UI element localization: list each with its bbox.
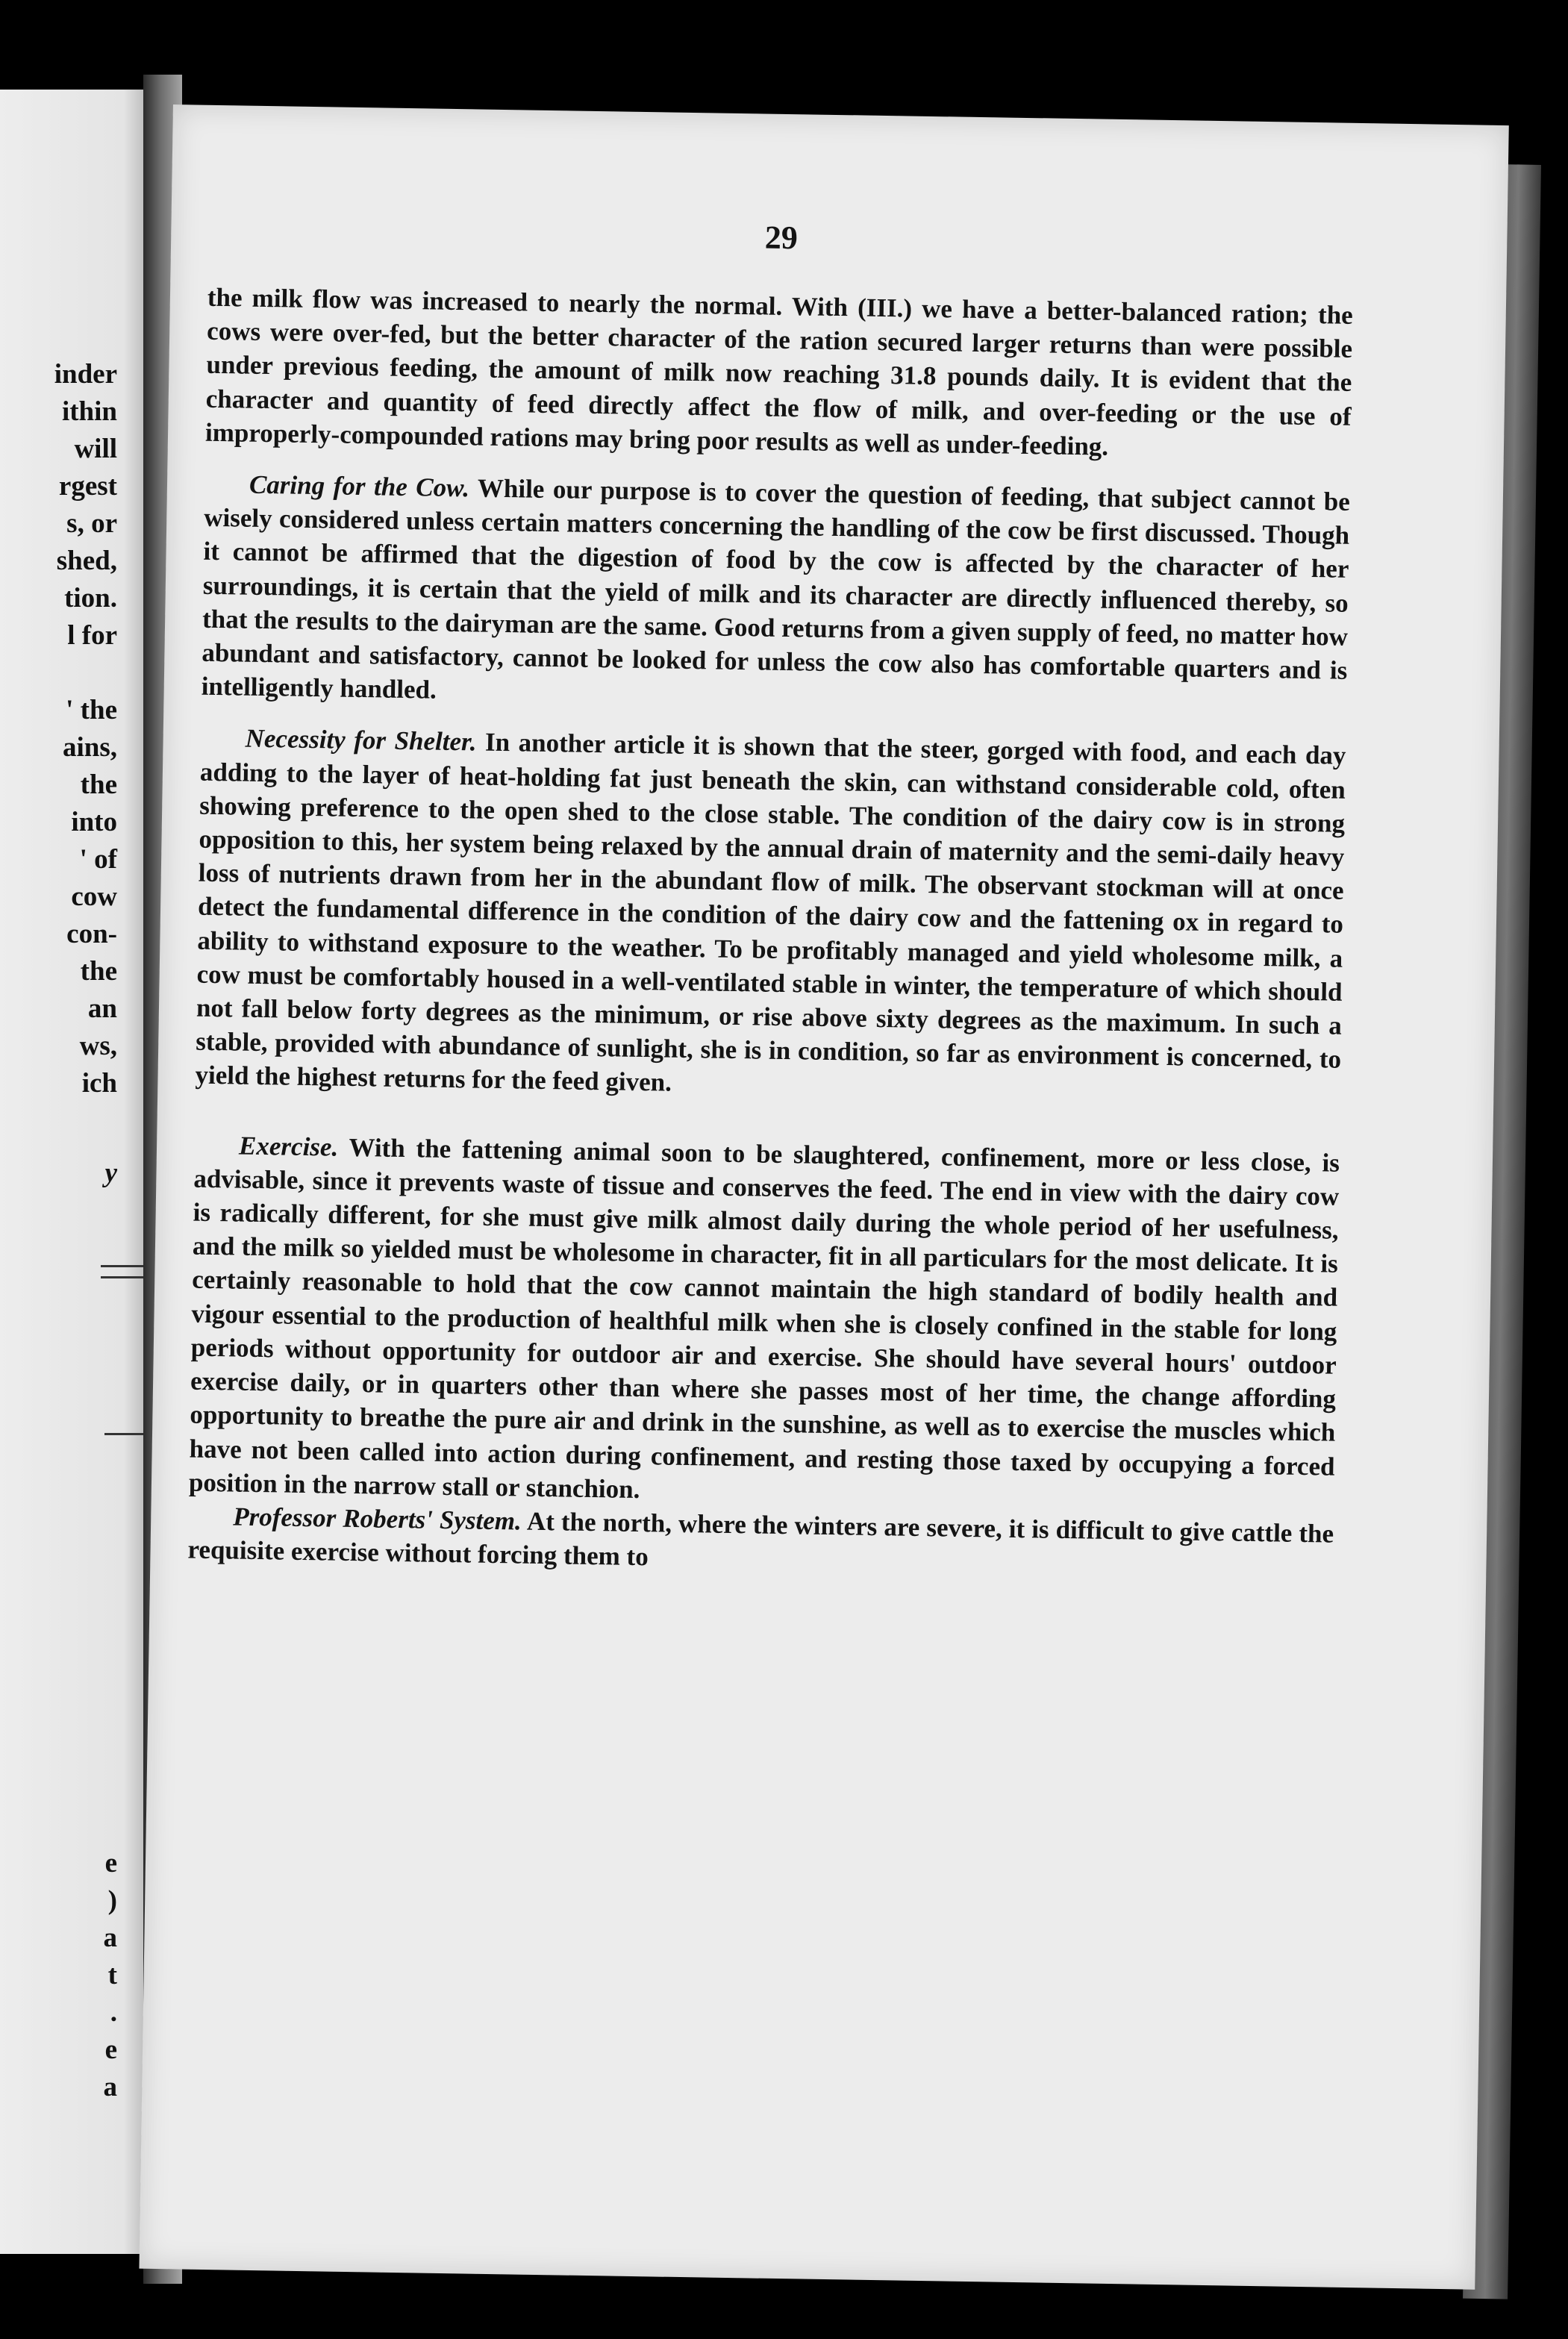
left-page-edge	[0, 90, 146, 2254]
left-fragment: tion.	[64, 583, 117, 613]
section-heading: Professor Roberts' System.	[232, 1502, 522, 1536]
paragraph	[201, 467, 1350, 721]
paragraph-text: With the fattening animal soon to be slaughtered, confinement, more or less close, is advisable, since it prevents waste of tissue and conserves the feed. The end in view with the dairy cow is radically different, for she must give milk almost daily during the whole period of her usefulness, and the milk so yielded must be wholesome in character, fit in all particulars for the most delicate. It is certainly reasonable to hold that the cow cannot maintain the high standard of bodily health and vigour essential to the production of healthful milk when she is closely confined in the stable for long periods without opportunity for outdoor air and exercise. She should have several hours' outdoor exercise daily, or in quarters other than where she passes most of her time, the change affording opportunity to breathe the pure air and drink in the sunshine, as well as to exercise the muscles which have not been called into action during confinement, and resting those taxed by occupying a forced position in the narrow stall or stanchion.	[188, 1132, 1340, 1504]
paragraph-text: At the north, where the winters are severe, it is difficult to give cattle the requisite exercise without forcing them to	[187, 1506, 1334, 1572]
left-fragment: )	[107, 1885, 117, 1916]
left-fragment: ' of	[79, 844, 117, 875]
left-fragment: will	[74, 434, 117, 464]
page-number: 29	[764, 219, 799, 257]
paragraph-text: the milk flow was increased to nearly the normal. With (III.) we have a better-balanced ration; the cows were over-fed, but the better character of the ration secured larger returns than were possible under previous feeding, the amount of milk now reaching 31.8 pounds daily. It is evident that the character and quantity of feed directly affect the flow of milk, and over-feeding or the use of improperly-compounded rations may bring poor results as well as under-feeding.	[204, 282, 1354, 461]
left-fragment: con-	[66, 919, 117, 949]
left-fragment: rgest	[58, 471, 117, 502]
section-heading: Caring for the Cow.	[249, 469, 470, 503]
left-fragment: ws,	[79, 1031, 117, 1061]
left-fragment: l for	[67, 620, 117, 651]
left-rule	[101, 1276, 146, 1278]
left-fragment: into	[71, 807, 117, 837]
left-fragment: the	[80, 769, 117, 800]
left-fragment: s, or	[66, 508, 117, 539]
section-heading: Exercise.	[238, 1131, 339, 1162]
left-rule	[101, 1265, 146, 1267]
left-fragment: an	[87, 993, 117, 1024]
paragraph	[195, 721, 1346, 1110]
left-fragment: e	[104, 1848, 117, 1879]
left-fragment: t	[107, 1960, 117, 1990]
left-fragment: y	[104, 1158, 117, 1188]
left-fragment: a	[103, 2072, 117, 2102]
left-fragment: ich	[81, 1068, 117, 1099]
section-heading: Necessity for Shelter.	[245, 724, 477, 757]
left-fragment: the	[80, 956, 117, 987]
right-page	[139, 104, 1508, 2290]
paragraph	[189, 1128, 1340, 1517]
left-fragment: .	[110, 1997, 117, 2028]
left-fragment: shed,	[56, 546, 117, 576]
left-fragment: ains,	[62, 732, 117, 763]
paragraph	[205, 281, 1353, 467]
paragraph-text: In another article it is shown that the steer, gorged with food, and each day adding to the layer of heat-holding fat just beneath the skin, can withstand considerable cold, often showing preference to the open shed to the close stable. The condition of the dairy cow is in strong opposition to this, her system being relaxed by the annual drain of maternity and the semi-daily heavy loss of nutrients drawn from her in the abundant flow of milk. The observant stockman will at once detect the fundamental difference in the condition of the dairy cow and the fattening ox in regard to ability to withstand exposure to the weather. To be profitably managed and yield wholesome milk, a cow must be comfortably housed in a well-ventilated stable in winter, the temperature of which should not fall below forty degrees as the minimum, or rise above sixty degrees as the maximum. In such a stable, provided with abundance of sunlight, she is in condition, so far as environment is concerned, to yield the highest returns for the feed given.	[195, 728, 1346, 1098]
left-fragment: a	[103, 1923, 117, 1953]
left-fragment: ' the	[66, 695, 117, 725]
page-body	[187, 281, 1353, 1584]
left-fragment: inder	[54, 359, 117, 390]
left-rule	[104, 1433, 146, 1435]
left-fragment: cow	[71, 881, 117, 912]
left-fragment: e	[104, 2034, 117, 2065]
left-fragment: ithin	[61, 396, 117, 427]
paragraph-text: While our purpose is to cover the question of feeding, that subject cannot be wisely considered unless certain matters concerning the handling of the cow be first discussed. Though it cannot be affirmed that the digestion of food by the cow is affected by the character of her surroundings, it is certain that the yield of milk and its character are directly influenced thereby, so that the results to the dairyman are the same. Good returns from a given supply of feed, no matter how abundant and satisfactory, cannot be looked for unless the cow also has comfortable quarters and is intelligently handled.	[201, 473, 1351, 705]
